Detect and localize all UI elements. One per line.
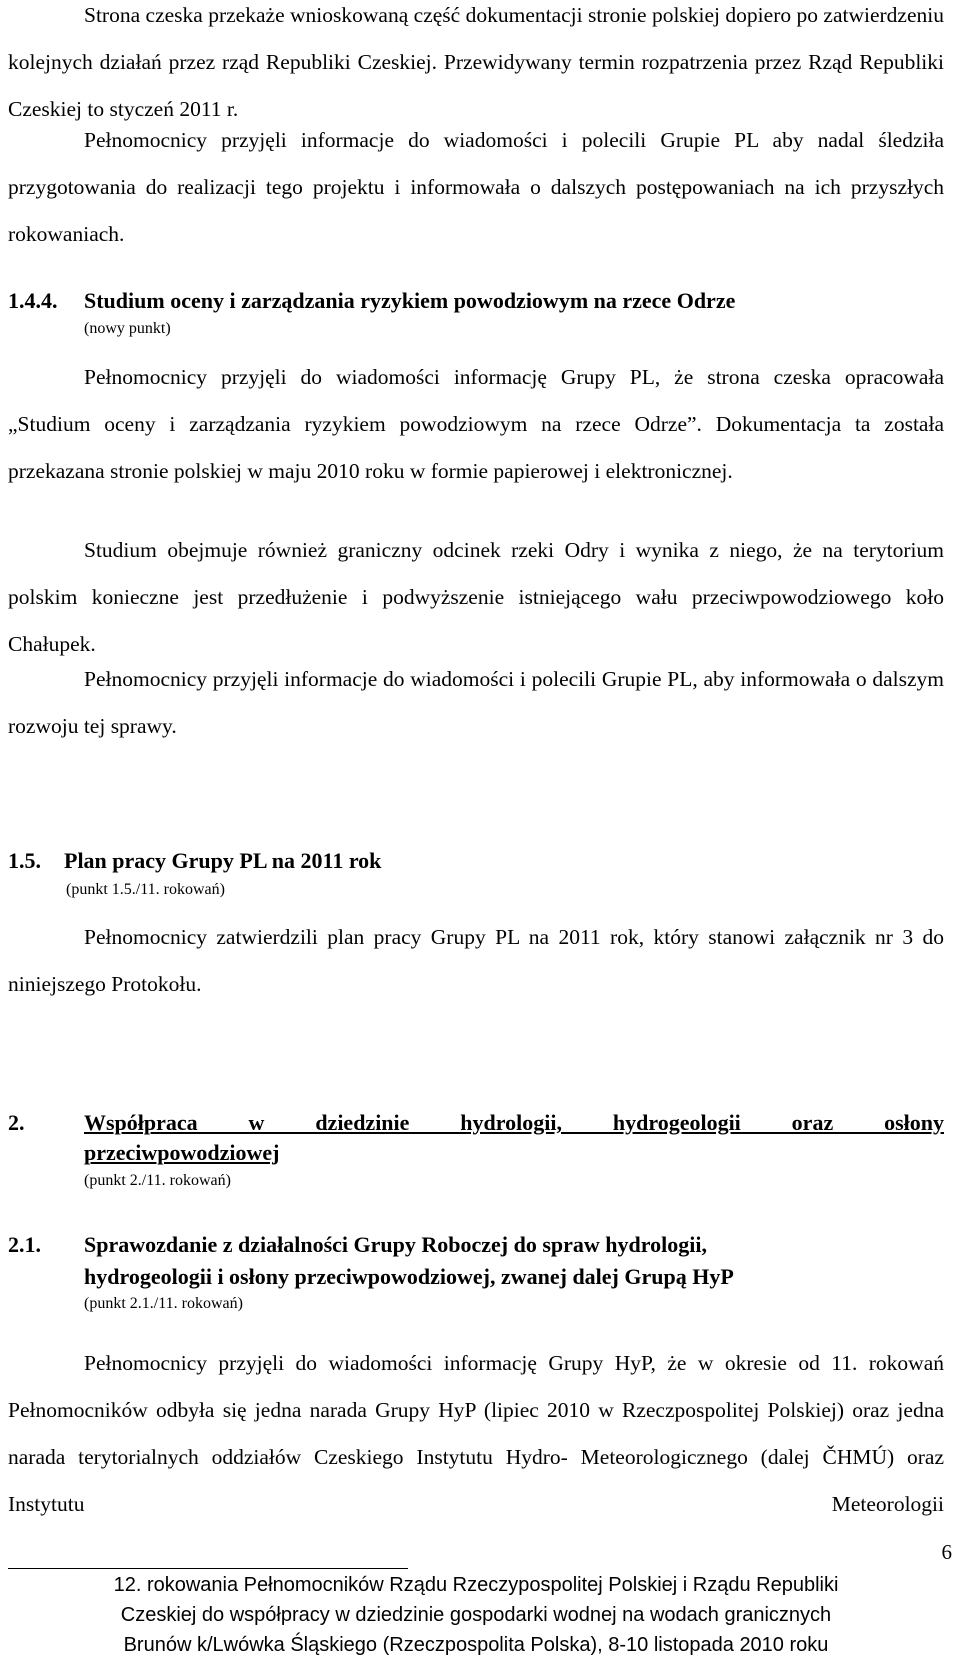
- chapter-note: (punkt 2./11. rokowań): [84, 1172, 231, 1189]
- section-heading: [8, 286, 944, 316]
- section-heading: [8, 846, 944, 876]
- paragraph-text: Pełnomocnicy przyjęli do wiadomości informację Grupy PL, że strona czeska opracowała „Studium oceny i zarządzania ryzykiem powodziowym na rzece Odrze”. Dokumentacja ta została przekazana stronie polskiej w maju 2010 roku w formie papierowej i elektronicznej.: [8, 365, 944, 483]
- section-note: (nowy punkt): [84, 320, 171, 337]
- section-title-line1: Sprawozdanie z działalności Grupy Roboczej do spraw hydrologii,: [84, 1232, 707, 1257]
- section-title-line2: hydrogeologii i osłony przeciwpowodziowej, zwanej dalej Grupą HyP: [84, 1264, 734, 1289]
- footer-line: Brunów k/Lwówka Śląskiego (Rzeczpospolita Polska), 8-10 listopada 2010 roku: [123, 1634, 829, 1656]
- paragraph: [8, 527, 944, 668]
- paragraph: [8, 0, 944, 133]
- chapter-heading: [8, 1108, 944, 1138]
- paragraph: [8, 117, 944, 258]
- section-title: Studium oceny i zarządzania ryzykiem powodziowym na rzece Odrze: [84, 288, 736, 313]
- paragraph-text: Pełnomocnicy zatwierdzili plan pracy Grupy PL na 2011 rok, który stanowi załącznik nr 3 do niniejszego Protokołu.: [8, 925, 944, 996]
- section-heading: [8, 1230, 944, 1260]
- footer-line: 12. rokowania Pełnomocników Rządu Rzeczypospolitej Polskiej i Rządu Republiki: [113, 1574, 839, 1596]
- page-footer: [8, 1570, 944, 1660]
- paragraph: [8, 354, 944, 495]
- section-note: (punkt 1.5./11. rokowań): [66, 881, 225, 898]
- footer-divider: [8, 1568, 408, 1569]
- paragraph: [8, 1340, 944, 1528]
- paragraph-text: Studium obejmuje również graniczny odcinek rzeki Odry i wynika z niego, że na terytorium polskim konieczne jest przedłużenie i podwyższenie istniejącego wału przeciwpowodziowego koło Chałupek.: [8, 538, 944, 656]
- paragraph-text: Pełnomocnicy przyjęli do wiadomości informację Grupy HyP, że w okresie od 11. rokowań Pełnomocników odbyła się jedna narada Grupy HyP (lipiec 2010 w Rzeczpospolitej Polskiej) oraz jedna narada terytorialnych oddziałów Czeskiego Instytutu Hydro- Meteorologicznego (dalej ČHMÚ) oraz Instytutu Meteorologii: [8, 1351, 944, 1516]
- paragraph: [8, 914, 944, 1008]
- footer-line: Czeskiej do współpracy w dziedzinie gospodarki wodnej na wodach granicznych: [120, 1604, 832, 1626]
- paragraph: [8, 656, 944, 750]
- paragraph-text: Strona czeska przekaże wnioskowaną część dokumentacji stronie polskiej dopiero po zatwierdzeniu kolejnych działań przez rząd Republiki Czeskiej. Przewidywany termin rozpatrzenia przez Rząd Republiki Czeskiej to styczeń 2011 r.: [8, 3, 944, 121]
- chapter-heading-cont: [84, 1138, 944, 1168]
- chapter-number: 2.: [8, 1110, 25, 1135]
- section-number: 1.5.: [8, 848, 41, 873]
- paragraph-text: Pełnomocnicy przyjęli informacje do wiadomości i polecili Grupie PL aby nadal śledziła przygotowania do realizacji tego projektu i informowała o dalszych postępowaniach na ich przyszłych rokowaniach.: [8, 128, 944, 246]
- chapter-title-line2: przeciwpowodziowej: [84, 1140, 280, 1165]
- section-number: 2.1.: [8, 1232, 41, 1257]
- chapter-title-line1: Współpraca w dziedzinie hydrologii, hydrogeologii oraz osłony: [84, 1110, 944, 1135]
- section-heading-cont: [84, 1262, 944, 1292]
- section-note: (punkt 2.1./11. rokowań): [84, 1295, 243, 1312]
- section-number: 1.4.4.: [8, 288, 58, 313]
- section-title: Plan pracy Grupy PL na 2011 rok: [64, 848, 382, 873]
- paragraph-text: Pełnomocnicy przyjęli informacje do wiadomości i polecili Grupie PL, aby informowała o dalszym rozwoju tej sprawy.: [8, 667, 944, 738]
- page-number: 6: [941, 1540, 952, 1564]
